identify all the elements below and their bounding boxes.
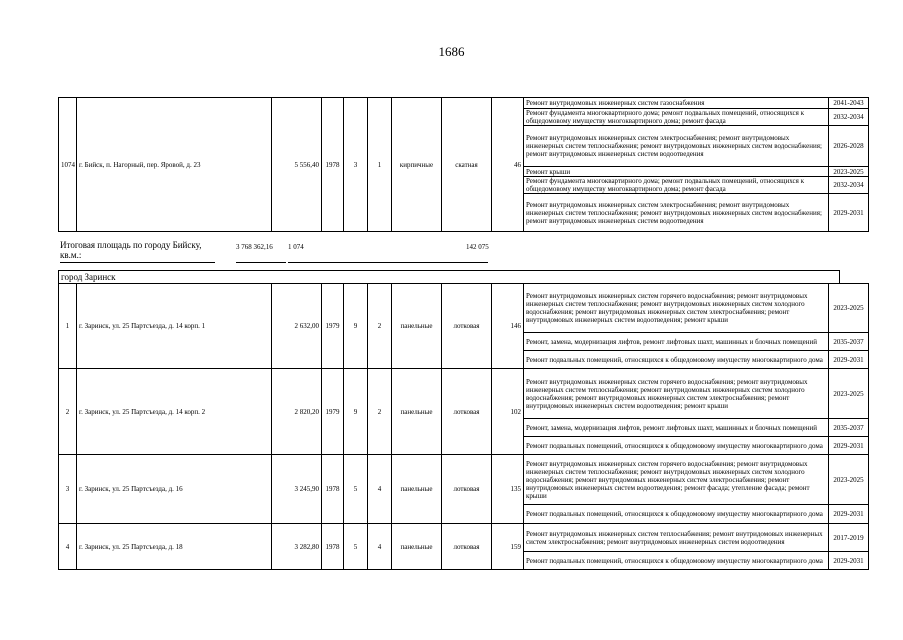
row-entrances: 2 bbox=[368, 369, 392, 455]
row-walls: панельные bbox=[392, 284, 442, 369]
row-residents: 146 bbox=[492, 284, 524, 369]
total-residents: 142 075 bbox=[466, 243, 489, 251]
city-header-label: город Заринск bbox=[61, 272, 116, 282]
work-text: Ремонт внутридомовых инженерных систем газоснабжения bbox=[524, 98, 829, 109]
work-period: 2032-2034 bbox=[829, 177, 869, 194]
row-roof: скатная bbox=[442, 98, 492, 232]
work-text: Ремонт фундамента многоквартирного дома; ремонт подвальных помещений, относящихся к общедомовому имуществу многоквартирного дома; ремонт фасада bbox=[524, 109, 829, 126]
row-residents: 102 bbox=[492, 369, 524, 455]
row-floors: 5 bbox=[344, 524, 368, 570]
row-floors: 5 bbox=[344, 455, 368, 524]
work-period: 2041-2043 bbox=[829, 98, 869, 109]
row-floors: 9 bbox=[344, 369, 368, 455]
work-period: 2026-2028 bbox=[829, 126, 869, 167]
row-number: 1074 bbox=[59, 98, 77, 232]
work-period: 2029-2031 bbox=[829, 552, 869, 570]
page-number: 1686 bbox=[438, 44, 465, 59]
row-entrances: 1 bbox=[368, 98, 392, 232]
table-row bbox=[59, 369, 869, 419]
row-address: г. Заринск, ул. 25 Партсъезда, д. 14 корп. 1 bbox=[77, 284, 272, 369]
total-underline bbox=[60, 262, 215, 263]
work-period: 2023-2025 bbox=[829, 455, 869, 505]
row-number: 2 bbox=[59, 369, 77, 455]
table-row bbox=[59, 284, 869, 333]
biysk-table bbox=[58, 97, 869, 232]
row-entrances: 2 bbox=[368, 284, 392, 369]
work-period: 2032-2034 bbox=[829, 109, 869, 126]
work-period: 2029-2031 bbox=[829, 351, 869, 369]
row-residents: 135 bbox=[492, 455, 524, 524]
row-area: 5 556,40 bbox=[272, 98, 322, 232]
zarinsk-table bbox=[58, 283, 869, 570]
work-period: 2035-2037 bbox=[829, 333, 869, 351]
row-floors: 3 bbox=[344, 98, 368, 232]
row-residents: 159 bbox=[492, 524, 524, 570]
work-text: Ремонт внутридомовых инженерных систем горячего водоснабжения; ремонт внутридомовых инженерных систем теплоснабжения; ремонт внутридомовых инженерных систем холодного водоснабжения; ремонт внутридомовых инженерных систем электроснабжения; ремонт внутридомовых инженерных систем водоотведения; ремонт фасада; утепление фасада; ремонт крыши bbox=[524, 455, 829, 505]
row-year: 1978 bbox=[322, 98, 344, 232]
row-area: 2 820,20 bbox=[272, 369, 322, 455]
row-area: 2 632,00 bbox=[272, 284, 322, 369]
row-roof: лотковая bbox=[442, 455, 492, 524]
work-period: 2023-2025 bbox=[829, 284, 869, 333]
work-text: Ремонт подвальных помещений, относящихся к общедомовому имуществу многоквартирного дома bbox=[524, 351, 829, 369]
work-text: Ремонт, замена, модернизация лифтов, ремонт лифтовых шахт, машинных и блочных помещений bbox=[524, 333, 829, 351]
total-label: Итоговая площадь по городу Бийску, кв.м.: bbox=[60, 240, 202, 260]
work-text: Ремонт внутридомовых инженерных систем горячего водоснабжения; ремонт внутридомовых инженерных систем теплоснабжения; ремонт внутридомовых инженерных систем холодного водоснабжения; ремонт внутридомовых инженерных систем электроснабжения; ремонт внутридомовых инженерных систем водоотведения; ремонт крыши bbox=[524, 369, 829, 419]
row-year: 1979 bbox=[322, 284, 344, 369]
work-text: Ремонт внутридомовых инженерных систем электроснабжения; ремонт внутридомовых инженерных систем теплоснабжения; ремонт внутридомовых инженерных систем водоснабжения; ремонт внутридомовых инженерных систем водоотведения bbox=[524, 194, 829, 232]
work-text: Ремонт подвальных помещений, относящихся к общедомовому имуществу многоквартирного дома bbox=[524, 552, 829, 570]
row-roof: лотковая bbox=[442, 369, 492, 455]
work-period: 2023-2025 bbox=[829, 369, 869, 419]
total-count: 1 074 bbox=[288, 243, 304, 251]
work-text: Ремонт крыши bbox=[524, 167, 829, 177]
work-period: 2023-2025 bbox=[829, 167, 869, 177]
row-walls: панельные bbox=[392, 524, 442, 570]
work-text: Ремонт подвальных помещений, относящихся к общедомовому имуществу многоквартирного дома bbox=[524, 437, 829, 455]
work-period: 2017-2019 bbox=[829, 524, 869, 552]
row-roof: лотковая bbox=[442, 284, 492, 369]
work-text: Ремонт внутридомовых инженерных систем теплоснабжения; ремонт внутридомовых инженерных систем электроснабжения; ремонт внутридомовых инженерных систем водоотведения bbox=[524, 524, 829, 552]
row-entrances: 4 bbox=[368, 455, 392, 524]
row-number: 1 bbox=[59, 284, 77, 369]
work-period: 2035-2037 bbox=[829, 419, 869, 437]
row-year: 1978 bbox=[322, 455, 344, 524]
total-underline bbox=[288, 262, 488, 263]
work-text: Ремонт внутридомовых инженерных систем электроснабжения; ремонт внутридомовых инженерных систем теплоснабжения; ремонт внутридомовых инженерных систем водоснабжения; ремонт внутридомовых инженерных систем водоотведения bbox=[524, 126, 829, 167]
row-area: 3 282,80 bbox=[272, 524, 322, 570]
row-address: г. Заринск, ул. 25 Партсъезда, д. 14 корп. 2 bbox=[77, 369, 272, 455]
table-row bbox=[59, 455, 869, 505]
row-area: 3 245,90 bbox=[272, 455, 322, 524]
biysk-total bbox=[58, 240, 838, 266]
work-text: Ремонт внутридомовых инженерных систем горячего водоснабжения; ремонт внутридомовых инженерных систем теплоснабжения; ремонт внутридомовых инженерных систем холодного водоснабжения; ремонт внутридомовых инженерных систем электроснабжения; ремонт внутридомовых инженерных систем водоотведения; ремонт крыши bbox=[524, 284, 829, 333]
row-entrances: 4 bbox=[368, 524, 392, 570]
row-address: г. Бийск, п. Нагорный, пер. Яровой, д. 23 bbox=[77, 98, 272, 232]
table-row bbox=[59, 98, 869, 109]
row-address: г. Заринск, ул. 25 Партсъезда, д. 18 bbox=[77, 524, 272, 570]
row-number: 3 bbox=[59, 455, 77, 524]
total-underline bbox=[236, 262, 286, 263]
city-header bbox=[58, 270, 840, 284]
work-text: Ремонт, замена, модернизация лифтов, ремонт лифтовых шахт, машинных и блочных помещений bbox=[524, 419, 829, 437]
row-walls: панельные bbox=[392, 369, 442, 455]
table-row bbox=[59, 524, 869, 552]
row-number: 4 bbox=[59, 524, 77, 570]
work-period: 2029-2031 bbox=[829, 194, 869, 232]
row-year: 1978 bbox=[322, 524, 344, 570]
work-period: 2029-2031 bbox=[829, 437, 869, 455]
work-period: 2029-2031 bbox=[829, 505, 869, 524]
row-walls: кирпичные bbox=[392, 98, 442, 232]
row-floors: 9 bbox=[344, 284, 368, 369]
total-area: 3 768 362,16 bbox=[236, 243, 273, 251]
row-residents: 46 bbox=[492, 98, 524, 232]
row-address: г. Заринск, ул. 25 Партсъезда, д. 16 bbox=[77, 455, 272, 524]
work-text: Ремонт фундамента многоквартирного дома; ремонт подвальных помещений, относящихся к общедомовому имуществу многоквартирного дома; ремонт фасада bbox=[524, 177, 829, 194]
row-roof: лотковая bbox=[442, 524, 492, 570]
row-walls: панельные bbox=[392, 455, 442, 524]
row-year: 1979 bbox=[322, 369, 344, 455]
work-text: Ремонт подвальных помещений, относящихся к общедомовому имуществу многоквартирного дома bbox=[524, 505, 829, 524]
